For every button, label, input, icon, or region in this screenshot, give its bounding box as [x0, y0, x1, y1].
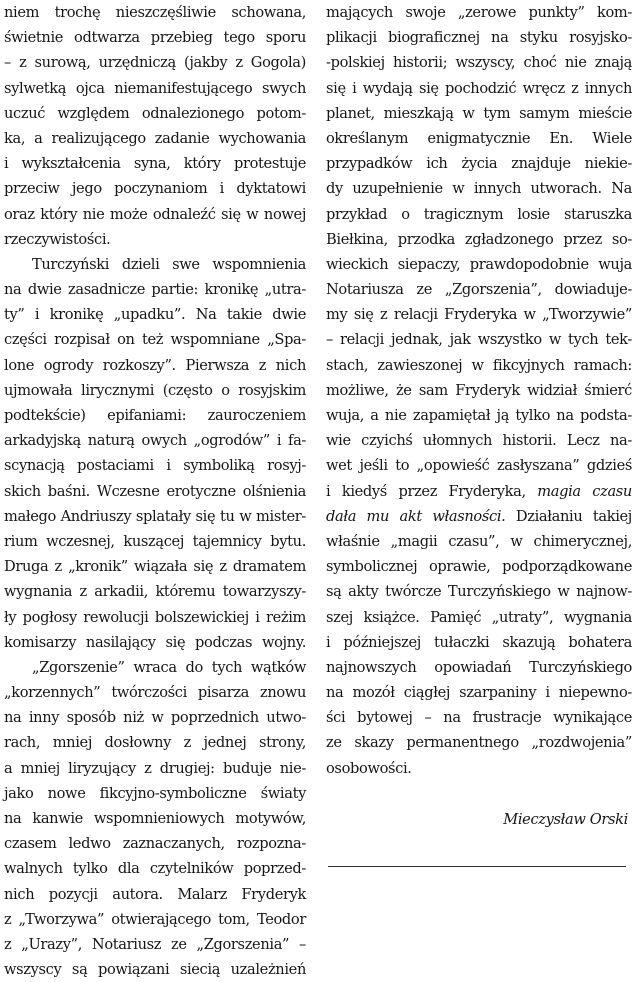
- text-line: wieckich siepaczy, prawdopodobnie wuja: [326, 255, 632, 273]
- text-line: Notariusza ze „Zgorszenia”, dowiaduje-: [326, 281, 632, 299]
- text-line: przykład o tragicznym losie staruszka: [326, 205, 632, 223]
- text-line: rach, mniej dosłowny z jednej strony,: [4, 734, 306, 752]
- text-line: dała mu akt własności. Działaniu takiej: [326, 507, 632, 525]
- text-line: ujmowała lirycznymi (często o rosyjskim: [4, 381, 306, 399]
- text-line: a mniej liryzujący z drugiej: buduje nie-: [4, 759, 306, 777]
- text-line: szej książce. Pamięć „utraty”, wygnania: [326, 608, 632, 626]
- left-text-column: [4, 0, 306, 982]
- text-line: „Zgorszenie” wraca do tych wątków: [32, 658, 306, 676]
- text-line: ty” i kronikę „upadku”. Na takie dwie: [4, 306, 306, 324]
- text-line: się i wydają się pochodzić wręcz z innych: [326, 79, 632, 97]
- text-line: czasem ledwo zaznaczanych, rozpozna-: [4, 835, 306, 853]
- text-line: symbolicznej oprawie, podporządkowane: [326, 558, 632, 576]
- text-line: dy uzupełnienie w innych utworach. Na: [326, 180, 632, 198]
- text-line: i wykształcenia syna, który protestuje: [4, 155, 306, 173]
- text-line: na dwie zasadnicze partie: kronikę „utra-: [4, 281, 306, 299]
- text-line: na mozół ciągłej szarpaniny i niepewno-: [326, 684, 632, 702]
- right-text-column: [326, 0, 632, 832]
- text-line: wygnania z arkadii, któremu towarzyszy-: [4, 583, 306, 601]
- text-line: części rozpisał on też wspomniane „Spa-: [4, 331, 306, 349]
- text-line: na kanwie wspomnieniowych motywów,: [4, 810, 306, 827]
- text-line: osobowości.: [326, 759, 412, 777]
- text-line: plikacji biograficznej na styku rosyjsko-: [326, 29, 632, 47]
- footer-rule: [328, 866, 626, 867]
- text-line: komisarzy nasilający się podczas wojny.: [4, 633, 306, 651]
- text-line: oraz który nie może odnaleźć się w nowej: [4, 205, 306, 223]
- text-line: ka, a realizującego zadanie wychowania: [4, 129, 306, 147]
- text-line: rzeczywistości.: [4, 230, 111, 248]
- text-line: skich baśni. Wczesne erotyczne olśnienia: [4, 482, 306, 500]
- text-line: -polskiej historii; wszyscy, choć nie znają: [326, 54, 632, 72]
- text-line: Druga z „kronik” wiązała się z dramatem: [4, 558, 306, 576]
- text-line: możliwe, że sam Fryderyk widział śmierć: [326, 381, 632, 399]
- text-line: na inny sposób niż w poprzednich utwo-: [4, 709, 306, 727]
- text-line: walnych tylko dla czytelników poprzed-: [4, 860, 306, 878]
- text-line: jako nowe fikcyjno-symboliczne światy: [4, 784, 306, 802]
- text-line: przeciw jego poczynaniom i dyktatowi: [4, 180, 306, 198]
- text-line: lone ogrody rozkoszy”. Pierwsza z nich: [4, 356, 306, 374]
- text-line: i kiedyś przez Fryderyka, magia czasu: [326, 482, 632, 500]
- text-line: określanym enigmatycznie En. Wiele: [326, 129, 632, 147]
- text-line: świetnie odtwarza przebieg tego sporu: [4, 29, 306, 47]
- text-line: stach, zawieszonej w fikcyjnych ramach:: [326, 356, 632, 374]
- text-line: mających swoje „zerowe punkty” kom-: [326, 4, 632, 21]
- text-line: Biełkina, przodka zgładzonego przez so-: [326, 230, 632, 248]
- author-signature: Mieczysław Orski: [503, 810, 628, 828]
- text-line: wszyscy są powiązani siecią uzależnień: [4, 961, 306, 979]
- text-line: podtekście) epifaniami: zauroczeniem: [4, 407, 306, 424]
- text-line: arkadyjską naturą owych „ogrodów” i fa-: [4, 432, 306, 450]
- text-line: – relacji jednak, jak wszystko w tych tek-: [326, 331, 632, 349]
- text-line: najnowszych opowiadań Turczyńskiego: [326, 658, 632, 676]
- text-line: z „Tworzywa” otwierającego tom, Teodor: [4, 910, 306, 928]
- text-line: wuja, a nie zapamiętał ją tylko na podsta-: [326, 407, 632, 424]
- text-line: rium wczesnej, kuszącej tajemnicy bytu.: [4, 532, 306, 550]
- text-line: uczuć względem odnalezionego potom-: [4, 104, 306, 122]
- text-line: są akty twórcze Turczyńskiego w najnow-: [326, 583, 632, 601]
- text-line: nich pozycji autora. Malarz Fryderyk: [4, 885, 306, 903]
- text-line: sylwetką ojca niemanifestującego swych: [4, 79, 306, 97]
- text-line: wet jeśli to „opowieść zasłyszana” gdzieś: [326, 457, 632, 475]
- text-line: my się z relacji Fryderyka w „Tworzywie”: [326, 306, 632, 324]
- text-line: ły pogłosy rewolucji bolszewickiej i reżim: [4, 608, 306, 626]
- text-line: scynacją postaciami i symboliką rosyj-: [4, 457, 306, 475]
- text-line: „korzennych” twórczości pisarza znowu: [4, 684, 306, 702]
- text-line: ści bytowej – na frustracje wynikające: [326, 709, 632, 727]
- text-line: i późniejszej tułaczki skazują bohatera: [326, 633, 632, 651]
- text-line: z „Urazy”, Notariusz ze „Zgorszenia” –: [4, 935, 306, 953]
- text-line: planet, mieszkają w tym samym mieście: [326, 104, 632, 122]
- text-line: przypadków ich życia znajduje niekie-: [326, 155, 632, 173]
- text-line: niem trochę nieszczęśliwie schowana,: [4, 4, 306, 21]
- text-line: właśnie „magii czasu”, w chimerycznej,: [326, 532, 632, 550]
- text-line: – z surową, urzędniczą (jakby z Gogola): [4, 54, 306, 72]
- text-line: Turczyński dzieli swe wspomnienia: [32, 255, 306, 273]
- text-line: ze skazy permanentnego „rozdwojenia”: [326, 734, 632, 752]
- text-line: małego Andriuszy splatały się tu w mister-: [4, 507, 306, 525]
- text-line: wie czyichś ułomnych historii. Lecz na-: [326, 432, 632, 450]
